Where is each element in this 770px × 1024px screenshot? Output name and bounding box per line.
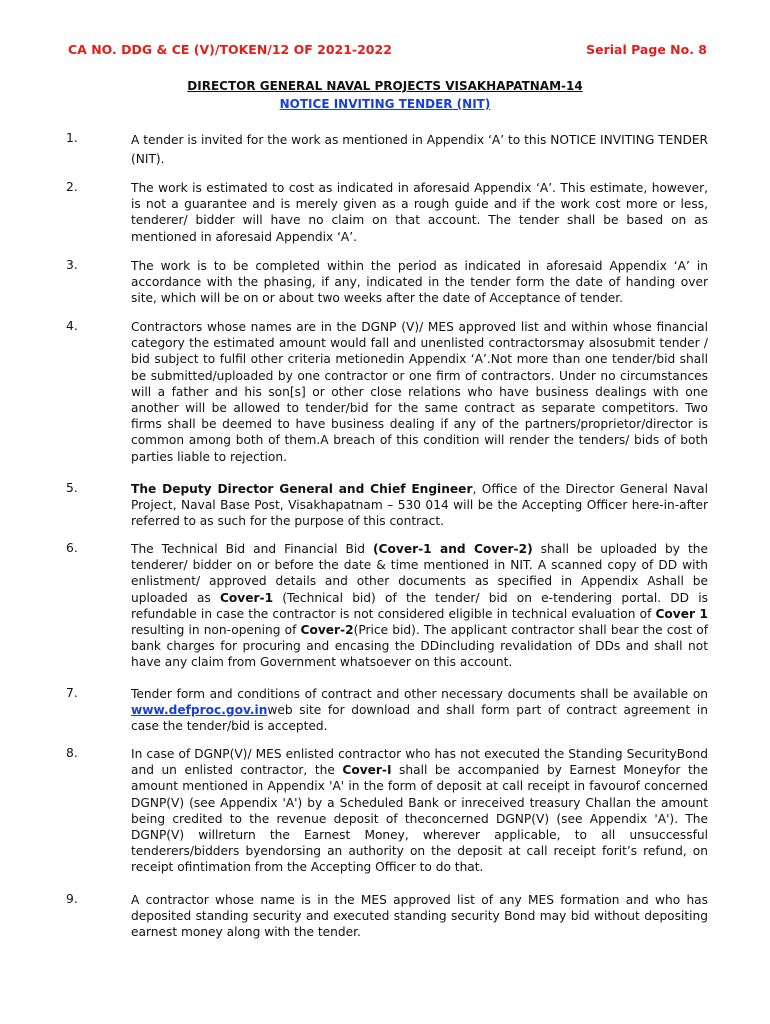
paragraph-text: The work is estimated to cost as indicated in aforesaid Appendix ‘A’. This estimate, however, is not a guarantee and is merely given as a rough guide and if the work cost more or less, tenderer/ bidder will have no claim on that account. The tender shall be based on as mentioned in aforesaid Appendix ‘A’. xyxy=(131,181,708,244)
paragraph-text: A tender is invited for the work as mentioned in Appendix ‘A’ to this NOTICE INVITING TENDER (NIT). xyxy=(131,133,708,166)
paragraph-text: The work is to be completed within the period as indicated in aforesaid Appendix ‘A’ in accordance with the phasing, if any, indicated in the tender form the date of handing over site, which will be on or about two weeks after the date of Acceptance of tender. xyxy=(131,259,708,306)
paragraph-text: Contractors whose names are in the DGNP (V)/ MES approved list and within whose financial category the estimated amount would fall and unenlisted contractorsmay alsosubmit tender / bid subject to fulfil other criteria metionedin Appendix ‘A’.Not more than one tender/bid shall be submitted/uploaded by one contractor or one firm of contractors. Under no circumstances will a father and his son[s] or other close relations who have business dealings with one another will be allowed to tender/bid for the same contract as separate competitors. Two firms shall be deemed to have business dealing if any of the partners/proprietor/director is common among both of them.A breach of this condition will render the tenders/ bids of both parties liable to rejection. xyxy=(131,320,708,464)
accepting-officer-title: The Deputy Director General and Chief Engineer xyxy=(131,482,473,496)
paragraph-number: 3. xyxy=(66,258,78,272)
paragraph-text: The Deputy Director General and Chief Engineer, Office of the Director General Naval Project, Naval Base Post, Visakhapatnam – 530 014 will be the Accepting Officer here-in-after referred to as such for the purpose of this contract. xyxy=(131,482,708,529)
notice-title: NOTICE INVITING TENDER (NIT) xyxy=(279,97,491,111)
paragraph-number: 6. xyxy=(66,541,78,555)
paragraph-number: 2. xyxy=(66,180,78,194)
paragraph-number: 9. xyxy=(66,892,78,906)
paragraph-number: 7. xyxy=(66,686,78,700)
paragraph-text: The Technical Bid and Financial Bid (Cover-1 and Cover-2) shall be uploaded by the tenderer/ bidder on or before the date & time mentioned in NIT. A scanned copy of DD with enlistment/ approved details and other documents as specified in Appendix Ashall be uploaded as Cover-1 (Technical bid) of the tender/ bid on e-tendering portal. DD is refundable in case the contractor is not considered eligible in technical evaluation of Cover 1 resulting in non-opening of Cover-2(Price bid). The applicant contractor shall bear the cost of bank charges for procuring and encasing the DDincluding revalidation of DDs and shall not have any claim from Government whatsoever on this account. xyxy=(131,542,708,670)
paragraph-number: 4. xyxy=(66,319,78,333)
defproc-website-link[interactable]: www.defproc.gov.in xyxy=(131,703,268,718)
paragraph-text: A contractor whose name is in the MES approved list of any MES formation and who has deposited standing security and executed standing security Bond may bid without depositing earnest money along with the tender. xyxy=(131,893,708,940)
paragraph-text: In case of DGNP(V)/ MES enlisted contractor who has not executed the Standing SecurityBond and un enlisted contractor, the Cover-I shall be accompanied by Earnest Moneyfor the amount mentioned in Appendix 'A' in the form of deposit at call receipt in favourof concerned DGNP(V) (see Appendix 'A') by a Scheduled Bank or inreceived treasury Challan the amount being credited to the revenue deposit of theconcerned DGNP(V) (see Appendix 'A'). The DGNP(V) willreturn the Earnest Money, wherever applicable, to all unsuccessful tenderers/bidders byendorsing an authority on the deposit at call receipt forit’s refund, on receipt ofintimation from the Accepting Officer to do that. xyxy=(131,747,708,875)
paragraph-number: 1. xyxy=(66,131,78,145)
serial-page-number: Serial Page No. 8 xyxy=(586,42,707,57)
paragraph-text: Tender form and conditions of contract and other necessary documents shall be available on www.defproc.gov.inweb site for download and shall form part of contract agreement in case the tender/bid is accepted. xyxy=(131,687,708,734)
paragraph-number: 8. xyxy=(66,746,78,760)
ca-number: CA NO. DDG & CE (V)/TOKEN/12 OF 2021-2022 xyxy=(68,42,392,57)
paragraph-number: 5. xyxy=(66,481,78,495)
office-title: DIRECTOR GENERAL NAVAL PROJECTS VISAKHAPATNAM-14 xyxy=(187,79,583,93)
